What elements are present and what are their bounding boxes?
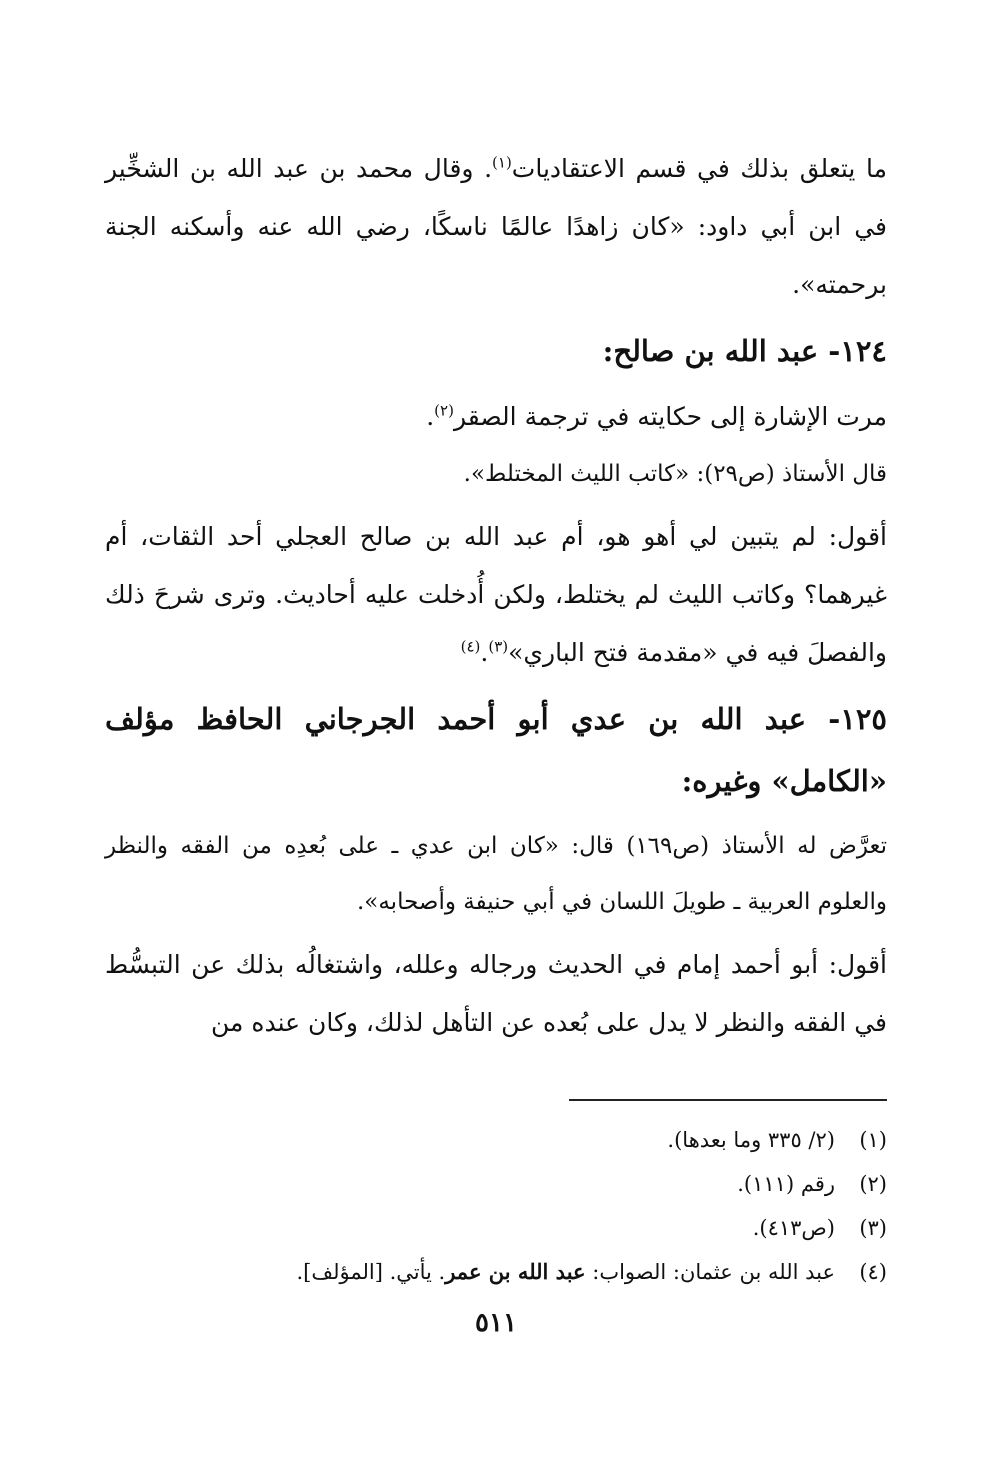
entry-124-line1 bbox=[105, 388, 887, 446]
entry-125-reply: أقول: أبو أحمد إمام في الحديث ورجاله وعلله، واشتغالُه بذلك عن التبسُّط في الفقه والنظر لا يدل على بُعده عن التأهل لذلك، وكان عنده من bbox=[105, 950, 887, 1037]
footnote-ref-2: (٢) bbox=[434, 401, 454, 420]
intro-text-after: . وقال محمد بن عبد الله بن الشخِّير في ابن أبي داود: «كان زاهدًا عالمًا ناسكًا، رضي الله عنه وأسكنه الجنة برحمته». bbox=[105, 154, 887, 299]
entry-124-line1-text: مرت الإشارة إلى حكايته في ترجمة الصقر bbox=[453, 402, 887, 431]
footnote-number: (٢) bbox=[859, 1172, 887, 1196]
footnote-ref-1: (١) bbox=[492, 153, 512, 172]
entry-125-heading: ١٢٥- عبد الله بن عدي أبو أحمد الجرجاني الحافظ مؤلف «الكامل» وغيره: bbox=[105, 702, 887, 798]
footnote-3 bbox=[105, 1206, 887, 1250]
footnote-text-bold: عبد الله بن عمر bbox=[445, 1259, 586, 1284]
entry-124-quote: قال الأستاذ (ص٢٩): «كاتب الليث المختلط». bbox=[463, 461, 887, 487]
footnote-text: رقم (١١١). bbox=[737, 1172, 835, 1196]
footnote-text: (٢/ ٣٣٥ وما بعدها). bbox=[667, 1128, 835, 1152]
footnote-number: (٣) bbox=[859, 1216, 887, 1240]
footnote-text: (ص٤١٣). bbox=[752, 1216, 835, 1240]
footnote-4 bbox=[105, 1250, 887, 1294]
entry-124-heading: ١٢٤- عبد الله بن صالح: bbox=[602, 334, 887, 368]
entry-124-reply-text: أقول: لم يتبين لي أهو هو، أم عبد الله بن صالح العجلي أحد الثقات، أم غيرهما؟ وكاتب الليث لم يختلط، ولكن أُدخلت عليه أحاديث. وترى شرحَ ذلك والفصلَ فيه في «مقدمة فتح الباري» bbox=[105, 522, 887, 667]
intro-paragraph bbox=[105, 140, 887, 314]
footnote-number: (٤) bbox=[859, 1260, 887, 1284]
footnote-divider bbox=[569, 1099, 887, 1101]
footnote-text-part1: عبد الله بن عثمان: الصواب: bbox=[585, 1260, 835, 1284]
footnote-1 bbox=[105, 1118, 887, 1162]
footnote-2 bbox=[105, 1162, 887, 1206]
page-number: ٥١١ bbox=[475, 1308, 517, 1338]
footnote-ref-3: (٣) bbox=[488, 637, 509, 656]
entry-124-reply bbox=[105, 508, 887, 682]
footnote-text-part2: . يأتي. [المؤلف]. bbox=[296, 1260, 446, 1284]
footnote-number: (١) bbox=[859, 1128, 887, 1152]
entry-125-quote: تعرَّض له الأستاذ (ص١٦٩) قال: «كان ابن عدي ـ على بُعدِه من الفقه والنظر والعلوم العربية ـ طويلَ اللسان في أبي حنيفة وأصحابه». bbox=[105, 833, 888, 915]
entry-124-line1-end: . bbox=[426, 402, 435, 431]
main-text bbox=[105, 140, 887, 1052]
intro-text-before: ما يتعلق بذلك في قسم الاعتقاديات bbox=[511, 154, 887, 183]
footnotes-list bbox=[105, 1118, 887, 1294]
entry-124-reply-mid: . bbox=[480, 638, 489, 667]
footnote-ref-4: (٤) bbox=[460, 637, 481, 656]
